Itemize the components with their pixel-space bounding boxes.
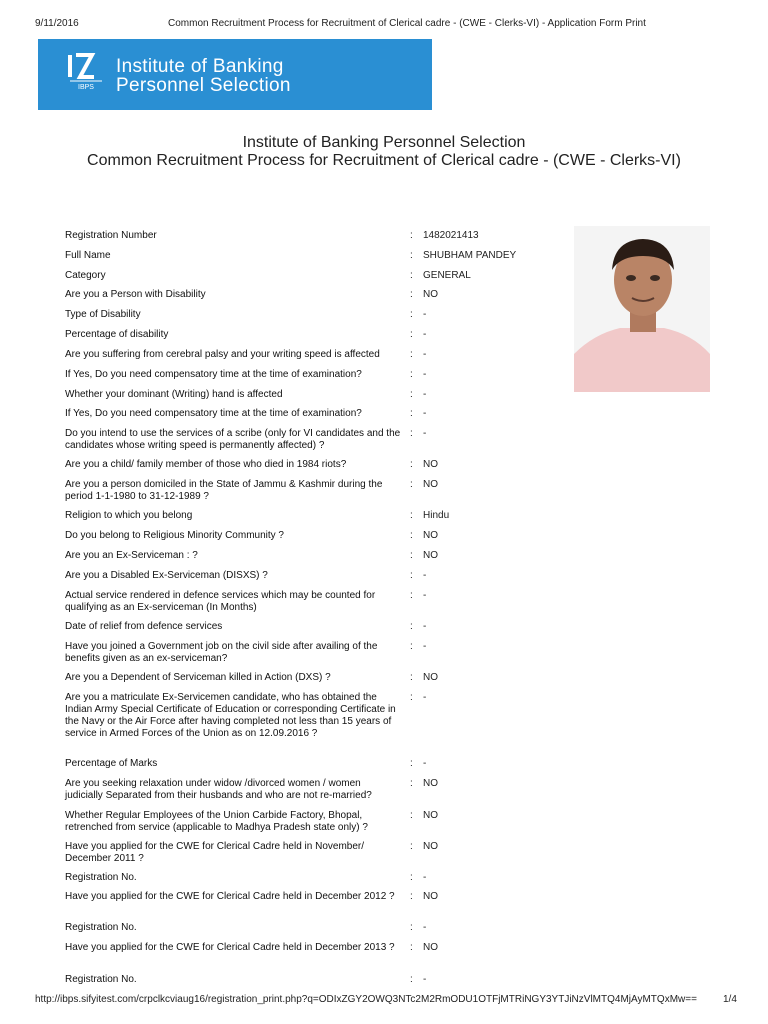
form-row xyxy=(0,891,768,915)
ibps-logo-icon xyxy=(66,51,106,91)
field-separator: : xyxy=(410,428,413,439)
field-value: NO xyxy=(423,841,438,852)
print-url: http://ibps.sifyitest.com/crpclkcviaug16/registration_print.php?q=ODIxZGY2OWQ3NTc2M2RmODU1OTFjMTRiNGY3YTJiNzVlMTQ4MjAyMTQxMw== xyxy=(35,994,697,1005)
field-value: Hindu xyxy=(423,510,450,521)
field-separator: : xyxy=(410,891,413,902)
field-value: - xyxy=(423,570,427,581)
form-row xyxy=(0,289,768,301)
field-separator: : xyxy=(410,590,413,601)
field-label: Registration No. xyxy=(65,872,137,883)
field-label: Percentage of Marks xyxy=(65,758,158,769)
field-separator: : xyxy=(410,942,413,953)
field-value: NO xyxy=(423,530,438,541)
field-label: Have you applied for the CWE for Clerical Cadre held in November/ December 2011 ? xyxy=(65,841,365,864)
field-value: - xyxy=(423,641,427,652)
field-value: - xyxy=(423,974,427,985)
field-label: Registration No. xyxy=(65,974,137,985)
field-separator: : xyxy=(410,408,413,419)
field-value: - xyxy=(423,758,427,769)
form-row xyxy=(0,672,768,684)
field-value: - xyxy=(423,692,427,703)
field-separator: : xyxy=(410,230,413,241)
page-number: 1/4 xyxy=(723,994,737,1005)
form-row xyxy=(0,621,768,633)
field-separator: : xyxy=(410,758,413,769)
form-row xyxy=(0,349,768,361)
print-header xyxy=(0,0,768,29)
page-subtitle: Common Recruitment Process for Recruitment of Clerical cadre - (CWE - Clerks-VI) xyxy=(87,152,681,169)
field-label: Category xyxy=(65,270,106,281)
form-row xyxy=(0,270,768,282)
field-value: NO xyxy=(423,810,438,821)
field-separator: : xyxy=(410,510,413,521)
page-title: Institute of Banking Personnel Selection xyxy=(242,134,526,151)
field-separator: : xyxy=(410,530,413,541)
field-label: Percentage of disability xyxy=(65,329,169,340)
field-label: Are you seeking relaxation under widow /divorced women / women judicially Separated from their husbands and who are not re-married? xyxy=(65,778,372,801)
field-value: 1482021413 xyxy=(423,230,479,241)
form-row xyxy=(0,922,768,934)
field-label: If Yes, Do you need compensatory time at the time of examination? xyxy=(65,369,362,380)
form-row xyxy=(0,389,768,401)
form-row xyxy=(0,479,768,503)
field-label: Actual service rendered in defence services which may be counted for qualifying as an Ex-serviceman (In Months) xyxy=(65,590,376,613)
field-separator: : xyxy=(410,289,413,300)
field-label: Do you belong to Religious Minority Community ? xyxy=(65,530,284,541)
form-row xyxy=(0,369,768,381)
form-row xyxy=(0,641,768,665)
field-value: NO xyxy=(423,672,438,683)
field-separator: : xyxy=(410,778,413,789)
field-label: Whether your dominant (Writing) hand is affected xyxy=(65,389,283,400)
form-row xyxy=(0,309,768,321)
field-value: - xyxy=(423,621,427,632)
form-row xyxy=(0,692,768,752)
banner-line-2: Personnel Selection xyxy=(116,75,291,96)
form-row xyxy=(0,590,768,614)
field-separator: : xyxy=(410,389,413,400)
field-separator: : xyxy=(410,974,413,985)
field-label: Date of relief from defence services xyxy=(65,621,223,632)
field-separator: : xyxy=(410,369,413,380)
field-value: NO xyxy=(423,479,438,490)
field-separator: : xyxy=(410,270,413,281)
field-separator: : xyxy=(410,621,413,632)
field-value: NO xyxy=(423,289,438,300)
field-value: - xyxy=(423,922,427,933)
field-value: NO xyxy=(423,459,438,470)
field-label: Type of Disability xyxy=(65,309,141,320)
field-label: Do you intend to use the services of a scribe (only for VI candidates and the candidates whose writing speed is permanently affected) ? xyxy=(65,428,401,451)
field-value: - xyxy=(423,369,427,380)
form-row xyxy=(0,230,768,242)
form-row xyxy=(0,408,768,420)
field-label: Religion to which you belong xyxy=(65,510,193,521)
form-row xyxy=(0,550,768,562)
form-row xyxy=(0,428,768,452)
field-separator: : xyxy=(410,550,413,561)
field-label: Registration Number xyxy=(65,230,157,241)
field-label: Are you an Ex-Serviceman : ? xyxy=(65,550,198,561)
form-row xyxy=(0,942,768,966)
form-row xyxy=(0,250,768,262)
field-value: NO xyxy=(423,942,438,953)
field-value: SHUBHAM PANDEY xyxy=(423,250,517,261)
field-value: - xyxy=(423,872,427,883)
print-date: 9/11/2016 xyxy=(35,18,79,29)
field-value: - xyxy=(423,389,427,400)
field-label: Whether Regular Employees of the Union Carbide Factory, Bhopal, retrenched from service (applicable to Madhya Pradesh state only) ? xyxy=(65,810,368,833)
ibps-banner xyxy=(38,39,432,110)
field-separator: : xyxy=(410,810,413,821)
field-label: Are you suffering from cerebral palsy and your writing speed is affected xyxy=(65,349,380,360)
field-label: Are you a Disabled Ex-Serviceman (DISXS) ? xyxy=(65,570,268,581)
field-separator: : xyxy=(410,692,413,703)
field-label: Have you applied for the CWE for Clerical Cadre held in December 2012 ? xyxy=(65,891,395,902)
field-value: - xyxy=(423,349,427,360)
field-separator: : xyxy=(410,250,413,261)
field-label: Registration No. xyxy=(65,922,137,933)
banner-line-1: Institute of Banking xyxy=(116,56,284,77)
field-value: NO xyxy=(423,891,438,902)
field-label: Full Name xyxy=(65,250,111,261)
form-row xyxy=(0,570,768,582)
field-separator: : xyxy=(410,641,413,652)
field-separator: : xyxy=(410,672,413,683)
form-row xyxy=(0,459,768,471)
field-label: If Yes, Do you need compensatory time at the time of examination? xyxy=(65,408,362,419)
field-separator: : xyxy=(410,570,413,581)
form-row xyxy=(0,841,768,865)
field-value: - xyxy=(423,428,427,439)
field-value: - xyxy=(423,408,427,419)
form-row xyxy=(0,778,768,802)
field-separator: : xyxy=(410,309,413,320)
form-row xyxy=(0,872,768,884)
banner-text xyxy=(116,57,291,95)
field-value: NO xyxy=(423,778,438,789)
field-value: NO xyxy=(423,550,438,561)
field-label: Have you applied for the CWE for Clerical Cadre held in December 2013 ? xyxy=(65,942,395,953)
field-value: - xyxy=(423,590,427,601)
form-row xyxy=(0,530,768,542)
field-separator: : xyxy=(410,329,413,340)
field-separator: : xyxy=(410,922,413,933)
field-separator: : xyxy=(410,872,413,883)
field-label: Are you a Person with Disability xyxy=(65,289,206,300)
form-row xyxy=(0,510,768,522)
field-label: Are you a Dependent of Serviceman killed in Action (DXS) ? xyxy=(65,672,331,683)
logo-text: IBPS xyxy=(78,84,94,91)
field-separator: : xyxy=(410,349,413,360)
field-value: GENERAL xyxy=(423,270,471,281)
field-value: - xyxy=(423,309,427,320)
field-separator: : xyxy=(410,479,413,490)
form-row xyxy=(0,758,768,770)
form-row xyxy=(0,810,768,834)
field-value: - xyxy=(423,329,427,340)
form-row xyxy=(0,329,768,341)
field-separator: : xyxy=(410,459,413,470)
field-label: Are you a child/ family member of those who died in 1984 riots? xyxy=(65,459,347,470)
field-label: Have you joined a Government job on the civil side after availing of the benefits given as an ex-serviceman? xyxy=(65,641,378,664)
form-row xyxy=(0,974,768,986)
field-label: Are you a person domiciled in the State of Jammu & Kashmir during the period 1-1-1980 to 31-12-1989 ? xyxy=(65,479,383,502)
print-doc-title: Common Recruitment Process for Recruitment of Clerical cadre - (CWE - Clerks-VI) - Application Form Print xyxy=(168,18,646,29)
field-separator: : xyxy=(410,841,413,852)
field-label: Are you a matriculate Ex-Servicemen candidate, who has obtained the Indian Army Special Certificate of Education or corresponding Certificate in the Navy or the Air Force after having completed not less than 15 years of service in Armed Forces of the Union as on 12.09.2016 ? xyxy=(65,692,396,739)
